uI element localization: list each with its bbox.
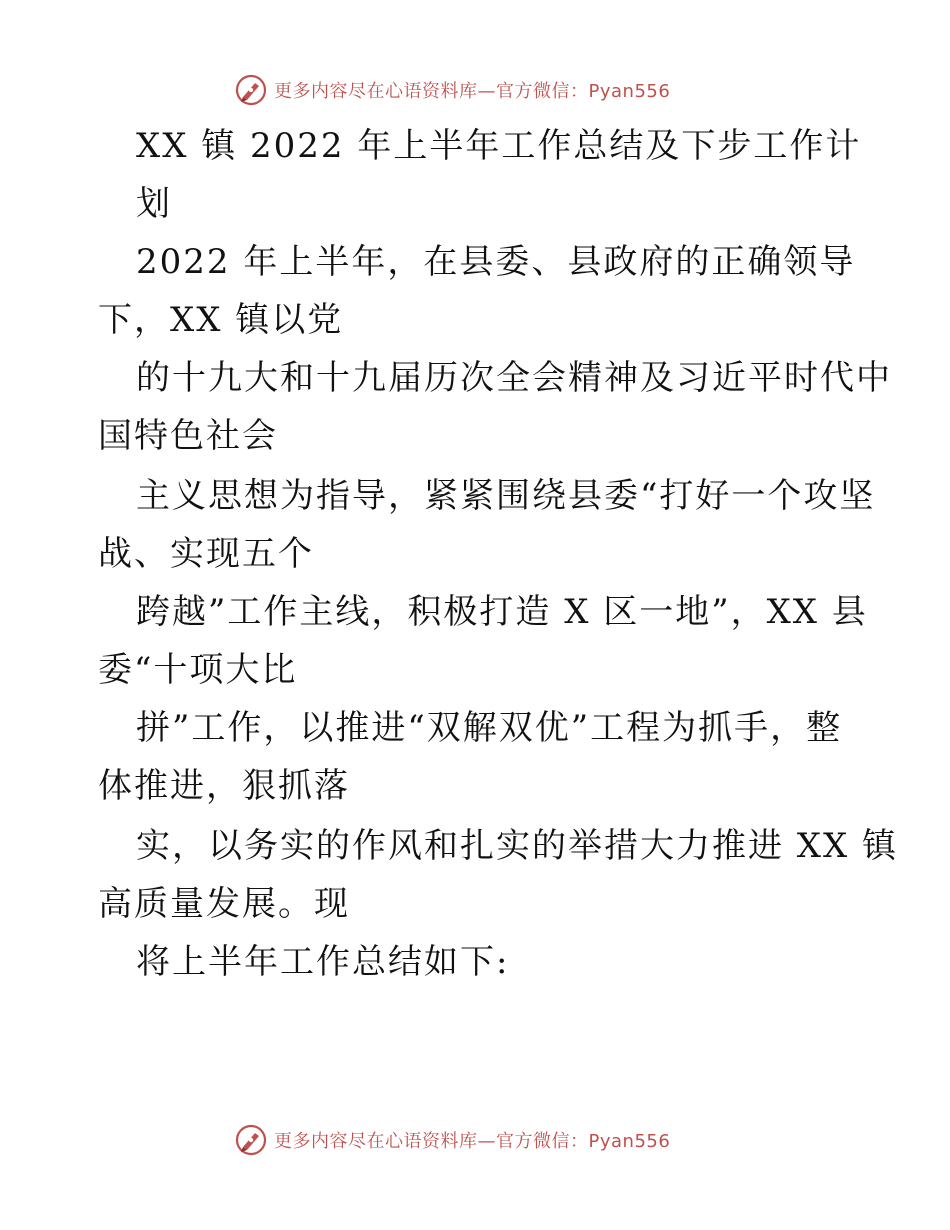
- paragraph-line: 体推进，狠抓落: [98, 766, 350, 806]
- footer-watermark: [234, 1122, 670, 1158]
- paragraph-line: 委“十项大比: [98, 650, 298, 690]
- paragraph-line: 2022 年上半年，在县委、县政府的正确领导: [136, 242, 856, 282]
- paragraph-line: 主义思想为指导，紧紧围绕县委“打好一个攻坚: [136, 476, 876, 516]
- title-line-2: 划: [136, 184, 172, 224]
- watermark-text: 更多内容尽在心语资料库—官方微信：Pyan556: [274, 1131, 671, 1152]
- paragraph-line: 实，以务实的作风和扎实的举措大力推进 XX 镇: [136, 826, 899, 866]
- paragraph-line: 的十九大和十九届历次全会精神及习近平时代中: [136, 358, 892, 398]
- paragraph-line: 将上半年工作总结如下:: [136, 942, 510, 982]
- paragraph-line: 战、实现五个: [98, 534, 314, 574]
- watermark-text: 更多内容尽在心语资料库—官方微信：Pyan556: [274, 81, 671, 102]
- paragraph-line: 拼”工作，以推进“双解双优”工程为抓手，整: [136, 708, 843, 748]
- title-line-1: XX 镇 2022 年上半年工作总结及下步工作计: [136, 126, 862, 166]
- paragraph-line: 下，XX 镇以党: [98, 300, 344, 340]
- paragraph-line: 跨越”工作主线，积极打造 X 区一地”，XX 县: [136, 592, 868, 632]
- pen-logo-icon: [234, 73, 268, 107]
- paragraph-line: 高质量发展。现: [98, 884, 350, 924]
- header-watermark: [234, 72, 670, 108]
- pen-logo-icon: [234, 1123, 268, 1157]
- paragraph-line: 国特色社会: [98, 416, 278, 456]
